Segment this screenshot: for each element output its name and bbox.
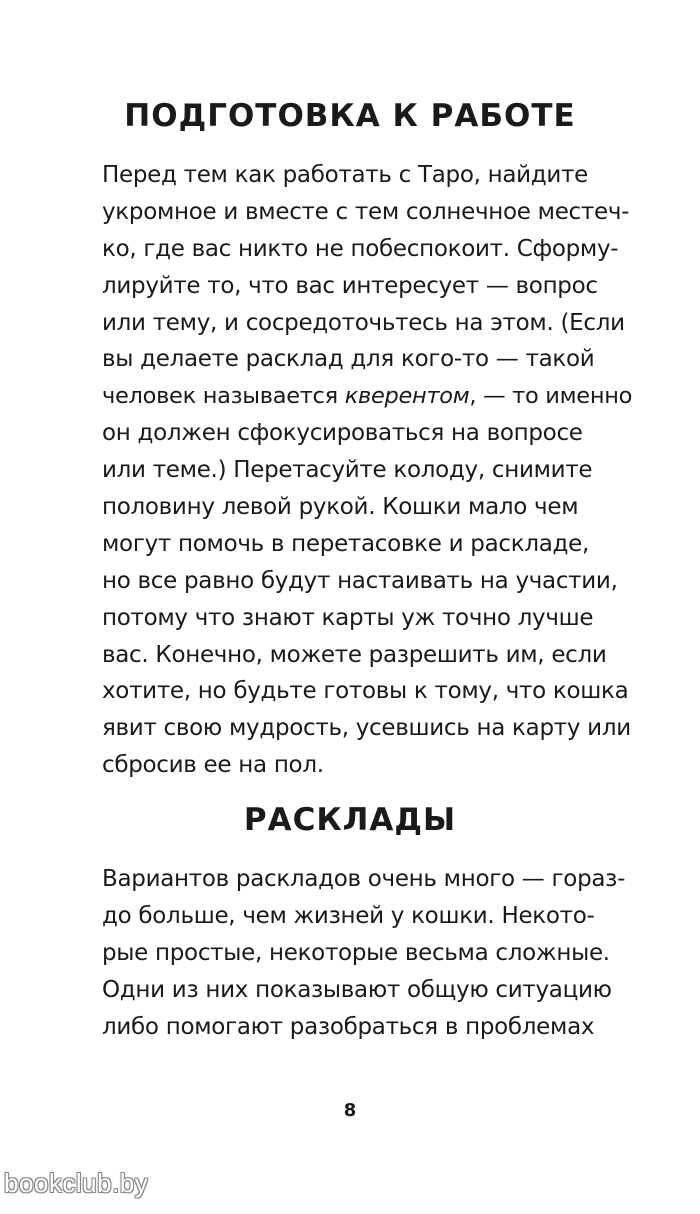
text-line: потому что знают карты уж точно лучше (102, 604, 594, 631)
text-line: вы делаете расклад для кого-то — такой (102, 346, 595, 373)
paragraph-preparation (102, 157, 642, 784)
section-heading-spreads: РАСКЛАДЫ (243, 802, 457, 838)
text-line: укромное и вместе с тем солнечное местеч- (102, 198, 630, 225)
text-line: или тему, и сосредоточьтесь на этом. (Если (102, 309, 625, 336)
section-heading-preparation: ПОДГОТОВКА К РАБОТЕ (124, 98, 576, 134)
text-line: или теме.) Перетасуйте колоду, снимите (102, 457, 593, 484)
text-line: Перед тем как работать с Таро, найдите (102, 162, 588, 188)
text-line: либо помогают разобраться в проблемах (102, 1013, 595, 1040)
page-number: 8 (343, 1100, 357, 1121)
text-line: половину левой рукой. Кошки мало чем (102, 494, 579, 521)
text-line: явит свою мудрость, усевшись на карту или (102, 715, 631, 742)
text-line: Одни из них показывают общую ситуацию (102, 976, 612, 1003)
text-line: вас. Конечно, можете разрешить им, если (102, 641, 607, 668)
watermark-text: bookclub.by (4, 1168, 149, 1198)
text-line: могут помочь в перетасовке и раскладе, (102, 530, 589, 557)
text-line: ко, где вас никто не побеспокоит. Сформу- (102, 235, 619, 262)
text-line: до больше, чем жизней у кошки. Некото- (102, 902, 595, 929)
text-line: лируйте то, что вас интересует — вопрос (102, 272, 598, 299)
text-line: сбросив ее на пол. (102, 752, 324, 779)
text-line (102, 378, 642, 415)
text-line: но все равно будут настаивать на участии, (102, 567, 618, 594)
text-line: Вариантов раскладов очень много — гораз- (102, 866, 626, 892)
text-segment: человек называется (102, 383, 345, 410)
paragraph-spreads (102, 861, 642, 1045)
text-line: он должен сфокусироваться на вопросе (102, 420, 583, 447)
text-segment: , — то именно (469, 383, 633, 410)
text-line: рые простые, некоторые весьма сложные. (102, 939, 610, 966)
text-line: хотите, но будьте готовы к тому, что кошка (102, 678, 629, 705)
italic-term-querent: кверентом (344, 383, 470, 410)
